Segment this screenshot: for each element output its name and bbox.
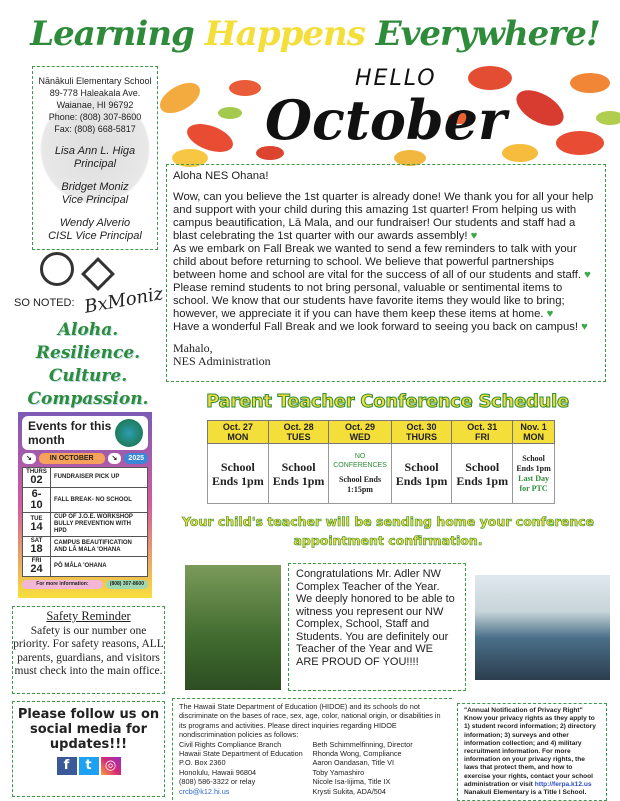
- contact-line: Beth Schimmelfinning, Director: [312, 739, 413, 749]
- more-info-phone: (808) 307-8600: [106, 580, 148, 589]
- school-name: Nānākuli Elementary School: [38, 76, 152, 86]
- email-link[interactable]: crcb@k12.hi.us: [179, 786, 230, 796]
- ptc-schedule-table: [207, 420, 555, 504]
- letter-paragraph: As we embark on Fall Break we wanted to send a few reminders to talk with your child about before returning to school. We believe that powerful partnerships between home and school are vital for the success of all of our students and staff.: [173, 243, 581, 281]
- event-date: 24: [30, 563, 43, 575]
- staff-name: Bridget Moniz: [61, 181, 129, 193]
- event-day: SAT: [30, 538, 43, 544]
- ptc-day-cell: School Ends 1pm: [208, 444, 269, 504]
- contact-line: Aaron Oandasan, Title VI: [312, 758, 395, 768]
- hello-text: HELLO: [355, 66, 437, 91]
- school-logo-icon: [115, 419, 143, 447]
- event-row: [23, 537, 148, 557]
- staff-principal: [33, 145, 157, 171]
- ptc-title: Parent Teacher Conference Schedule: [206, 391, 569, 412]
- title-part: Learning: [30, 14, 194, 54]
- staff-group-photo: [475, 575, 610, 680]
- staff-title: Vice Principal: [61, 194, 129, 206]
- ferpa-link[interactable]: http://ferpa.k12.us: [534, 780, 592, 788]
- ptc-day-header: Oct. 30 THURS: [391, 421, 452, 444]
- ptc-day-cell: [329, 444, 391, 504]
- ptc-day-cell: School Ends 1pm: [452, 444, 513, 504]
- ptc-day-cell: [513, 444, 555, 504]
- privacy-notice: [457, 703, 607, 801]
- more-info-label: For more information:: [22, 580, 103, 589]
- event-day: TUE: [30, 516, 43, 522]
- contact-line: P.O. Box 2360: [179, 758, 226, 768]
- ptc-note: Last Day for PTC: [518, 473, 549, 493]
- contact-line: Nicole Isa-Iijima, Title IX: [312, 777, 391, 787]
- social-text: Please follow us on social media for updates!!!: [17, 707, 160, 752]
- event-text: CAMPUS BEAUTIFICATION AND LĀ MALA 'OHANA: [51, 537, 148, 557]
- conference-notice: Your child's teacher will be sending home your conference appointment confirmation.: [181, 514, 595, 548]
- event-row: [23, 468, 148, 488]
- school-city: Waianae, HI 96792: [56, 100, 134, 110]
- contact-line: Hawaii State Department of Education: [179, 749, 303, 759]
- school-fax: Fax: (808) 668-5817: [54, 124, 136, 134]
- events-poster: Events for this month ↘ IN OCTOBER ↘ 2025 THURS 02 FUNDRAISER PICK UP 6-10 FALL BREAK- NO SCHOOL TUE 14 CUP OF J.O.E. WORKSHOP BULLY PREVENTION WITH HPD SAT 18 CAMPUS BEAUTIFICATION AND LĀ MALA 'OHANA FRI 24 PŌ MĀLA 'OHANA For more information: (808) 307-8600: [18, 412, 152, 598]
- event-date: 18: [30, 543, 43, 555]
- letter-signoff: NES Administration: [173, 354, 271, 368]
- safety-title: Safety Reminder: [46, 609, 131, 623]
- signature: BxMoniz: [82, 283, 165, 318]
- contact-line: (808) 586-3322 or relay: [179, 777, 256, 787]
- event-row: [23, 488, 148, 513]
- staff-title: Principal: [73, 158, 117, 170]
- staff-title: CISL Vice Principal: [48, 230, 142, 242]
- contact-line: Rhonda Wong, Compliance: [312, 749, 402, 759]
- twitter-icon[interactable]: t: [79, 757, 99, 775]
- newsletter-title: [20, 14, 610, 54]
- facebook-icon[interactable]: f: [57, 757, 77, 775]
- value-compassion: Compassion.: [27, 389, 149, 409]
- staff-vice-principal: [33, 181, 157, 207]
- letter-greeting: Aloha NES Ohana!: [173, 170, 269, 182]
- school-logo-icon: [81, 257, 115, 291]
- event-row: [23, 557, 148, 577]
- staff-cisl-vice-principal: [33, 217, 157, 243]
- nondiscrimination-intro: The Hawaii State Department of Education (HIDOE) and its schools do not discriminate on the bases of race, sex, age, color, national origin, or disabilities in its programs and activities. Please direct inquiries regarding HIDOE nondiscrimination policies as follows:: [179, 702, 441, 740]
- instagram-icon[interactable]: ◎: [101, 757, 121, 775]
- ptc-day-header: Oct. 28 TUES: [268, 421, 329, 444]
- congrats-box: Congratulations Mr. Adler NW Complex Teacher of the Year. We deeply honored to be able to witness you represent our NW Complex, School, Staff and Students. You are definitely our Teacher of the Year and WE ARE PROUD OF YOU!!!!: [288, 563, 466, 691]
- contact-line: Civil Rights Compliance Branch: [179, 739, 282, 749]
- title-one-text: Nanakuli Elementary is a Title I School.: [464, 789, 587, 797]
- ptc-note: NO CONFERENCES: [333, 453, 387, 469]
- ptc-day-cell: School Ends 1pm: [268, 444, 329, 504]
- event-text: FALL BREAK- NO SCHOOL: [51, 488, 148, 513]
- contact-line: Krysti Sukita, ADA/504: [312, 786, 386, 796]
- social-media-box: [12, 701, 165, 797]
- events-month: IN OCTOBER: [39, 453, 105, 464]
- value-culture: Culture.: [48, 366, 128, 386]
- admin-letter: [166, 164, 606, 382]
- staff-name: Lisa Ann L. Higa: [54, 145, 136, 157]
- event-day: THURS: [26, 469, 47, 475]
- event-date: 6-10: [30, 488, 43, 511]
- letter-paragraph: Have a wonderful Fall Break and we look forward to seeing you back on campus!: [173, 321, 579, 333]
- event-text: PŌ MĀLA 'OHANA: [51, 557, 148, 577]
- privacy-text: "Annual Notification of Privacy Right" Know your privacy rights as they apply to 1) student record information; 2) directory information; 3) surveys and other information collection; and 4) military recruitment information. For more information on your privacy rights, the laws that protect them, and how to exercise your rights, contact your school administration or visit: [464, 707, 596, 788]
- contact-line: Toby Yamashiro: [312, 767, 365, 777]
- state-seal-icon: [40, 252, 74, 286]
- event-date: 02: [30, 474, 43, 486]
- ptc-day-cell: School Ends 1pm: [391, 444, 452, 504]
- event-date: 14: [30, 521, 43, 533]
- school-phone: Phone: (808) 307-8600: [48, 112, 142, 122]
- title-part: Happens: [204, 14, 365, 54]
- safety-reminder-box: [12, 606, 165, 694]
- title-part: Everywhere!: [375, 14, 600, 54]
- month-title: October: [265, 88, 507, 152]
- letter-paragraph: Please remind students to not bring personal, valuable or sentimental items to school. We know that our students have favorite items they would like to bring; however, we appreciate it if you can have them keep these items at home.: [173, 282, 565, 320]
- nondiscrimination-notice: [172, 698, 452, 800]
- school-info-box: [32, 66, 158, 250]
- ptc-body: School Ends 1:15pm: [339, 475, 382, 494]
- events-title: Events for this month: [28, 419, 112, 447]
- events-table: [22, 467, 148, 577]
- event-text: CUP OF J.O.E. WORKSHOP BULLY PREVENTION WITH HPD: [51, 513, 148, 537]
- green-heart-icon: ♥: [584, 269, 591, 281]
- green-heart-icon: ♥: [581, 321, 588, 333]
- school-address: 89-778 Haleakala Ave.: [49, 88, 141, 98]
- contact-line: Honolulu, Hawaii 96804: [179, 767, 257, 777]
- event-day: FRI: [31, 558, 42, 564]
- staff-name: Wendy Alverio: [59, 217, 131, 229]
- logos: [40, 252, 140, 290]
- letter-closing: Mahalo,: [173, 341, 213, 355]
- event-text: FUNDRAISER PICK UP: [51, 468, 148, 488]
- events-header: [22, 416, 148, 450]
- green-heart-icon: ♥: [546, 308, 554, 320]
- teacher-photo: [185, 565, 281, 690]
- value-resilience: Resilience.: [35, 343, 141, 363]
- ptc-day-header: Nov. 1 MON: [513, 421, 555, 444]
- green-heart-icon: ♥: [470, 230, 478, 242]
- value-aloha: Aloha.: [57, 320, 119, 340]
- ptc-day-header: Oct. 27 MON: [208, 421, 269, 444]
- event-row: [23, 513, 148, 537]
- ptc-body: School Ends 1pm: [516, 453, 551, 473]
- ptc-day-header: Oct. 29 WED: [329, 421, 391, 444]
- safety-text: Safety is our number one priority. For safety reasons, ALL parents, guardians, and visitors must check into the main office.: [13, 624, 164, 677]
- events-year: 2025: [124, 453, 148, 464]
- so-noted-label: SO NOTED:: [14, 297, 75, 309]
- letter-paragraph: Wow, can you believe the 1st quarter is already done! We thank you for all your help and support with your child during this amazing 1st quarter! From helping us with campus beautification, Lā Mala, and our fundraiser! Our students and staff had a blast celebrating the 1st quarter with our awards assembly!: [173, 191, 594, 242]
- ptc-day-header: Oct. 31 FRI: [452, 421, 513, 444]
